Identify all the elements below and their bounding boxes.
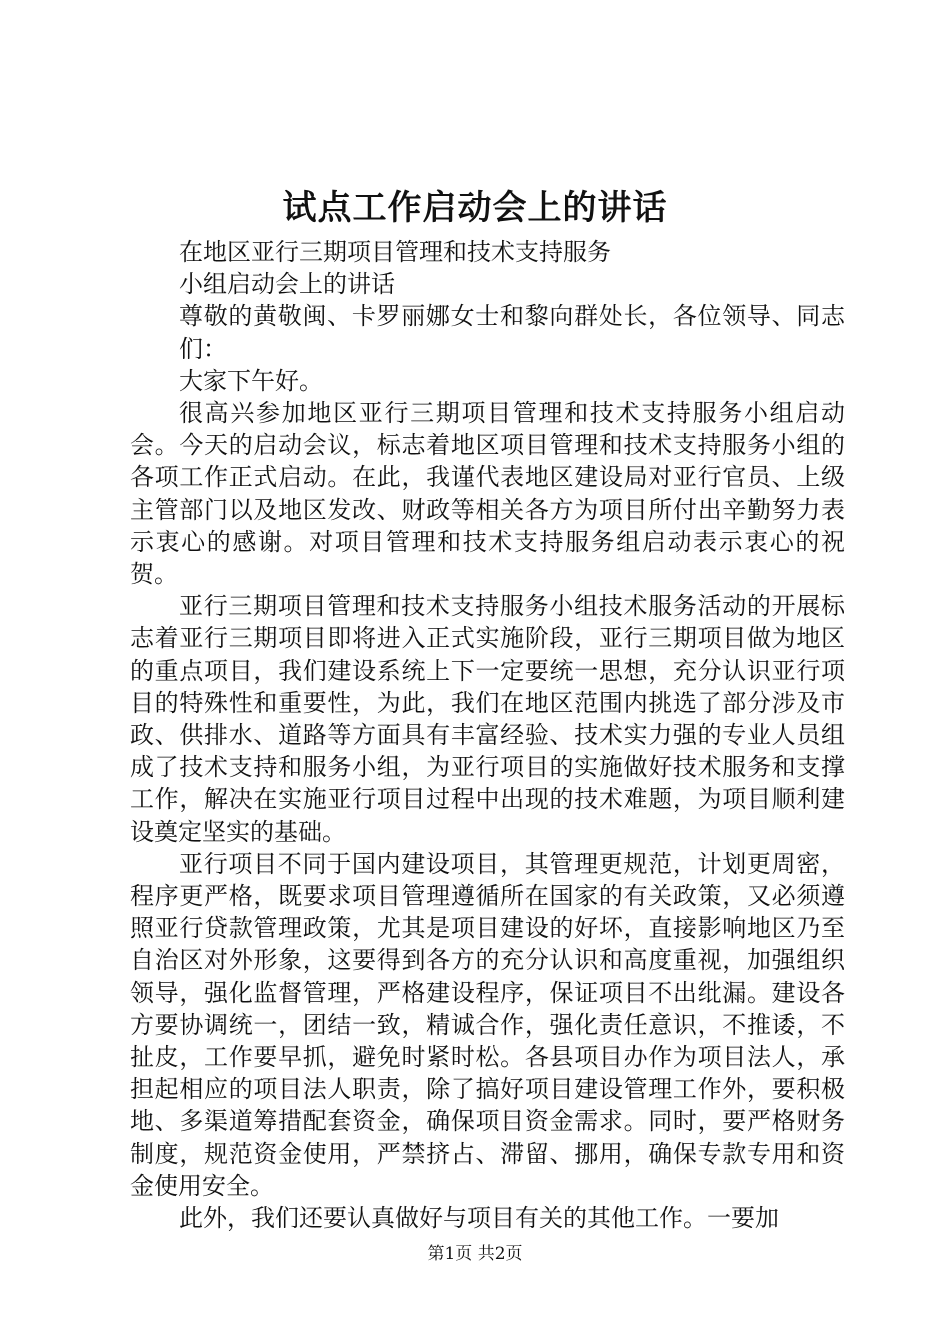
document-body <box>130 236 845 1234</box>
salutation: 尊敬的黄敬闽、卡罗丽娜女士和黎向群处长，各位领导、同志们： <box>179 302 845 363</box>
document-title: 试点工作启动会上的讲话 <box>282 188 668 228</box>
paragraph-1: 很高兴参加地区亚行三期项目管理和技术支持服务小组启动会。今天的启动会议，标志着地区项目管理和技术支持服务小组的各项工作正式启动。在此，我谨代表地区建设局对亚行官员、上级主管部门以及地区发改、财政等相关各方为项目所付出辛勤努力表示衷心的感谢。对项目管理和技术支持服务组启动表示衷心的祝贺。 <box>130 399 845 589</box>
greeting: 大家下午好。 <box>179 366 323 395</box>
paragraph-2: 亚行三期项目管理和技术支持服务小组技术服务活动的开展标志着亚行三期项目即将进入正式实施阶段，亚行三期项目做为地区的重点项目，我们建设系统上下一定要统一思想，充分认识亚行项目的特殊性和重要性，为此，我们在地区范围内挑选了部分涉及市政、供排水、道路等方面具有丰富经验、技术实力强的专业人员组成了技术支持和服务小组，为亚行项目的实施做好技术服务和支撑工作，解决在实施亚行项目过程中出现的技术难题，为项目顺利建设奠定坚实的基础。 <box>130 592 845 846</box>
subtitle-line-1: 在地区亚行三期项目管理和技术支持服务 <box>179 238 611 266</box>
page-number-footer: 第1页 共2页 <box>427 1244 523 1264</box>
paragraph-3: 亚行项目不同于国内建设项目，其管理更规范，计划更周密，程序更严格，既要求项目管理遵循所在国家的有关政策，又必须遵照亚行贷款管理政策，尤其是项目建设的好坏，直接影响地区乃至自治区对外形象，这要得到各方的充分认识和高度重视，加强组织领导，强化监督管理，严格建设程序，保证项目不出纰漏。建设各方要协调统一，团结一致，精诚合作，强化责任意识，不推诿，不扯皮，工作要早抓，避免时紧时松。各县项目办作为项目法人，承担起相应的项目法人职责，除了搞好项目建设管理工作外，要积极地、多渠道筹措配套资金，确保项目资金需求。同时，要严格财务制度，规范资金使用，严禁挤占、滞留、挪用，确保专款专用和资金使用安全。 <box>130 849 845 1200</box>
paragraph-4: 此外，我们还要认真做好与项目有关的其他工作。一要加 <box>179 1204 779 1233</box>
subtitle-line-2: 小组启动会上的讲话 <box>179 270 395 299</box>
